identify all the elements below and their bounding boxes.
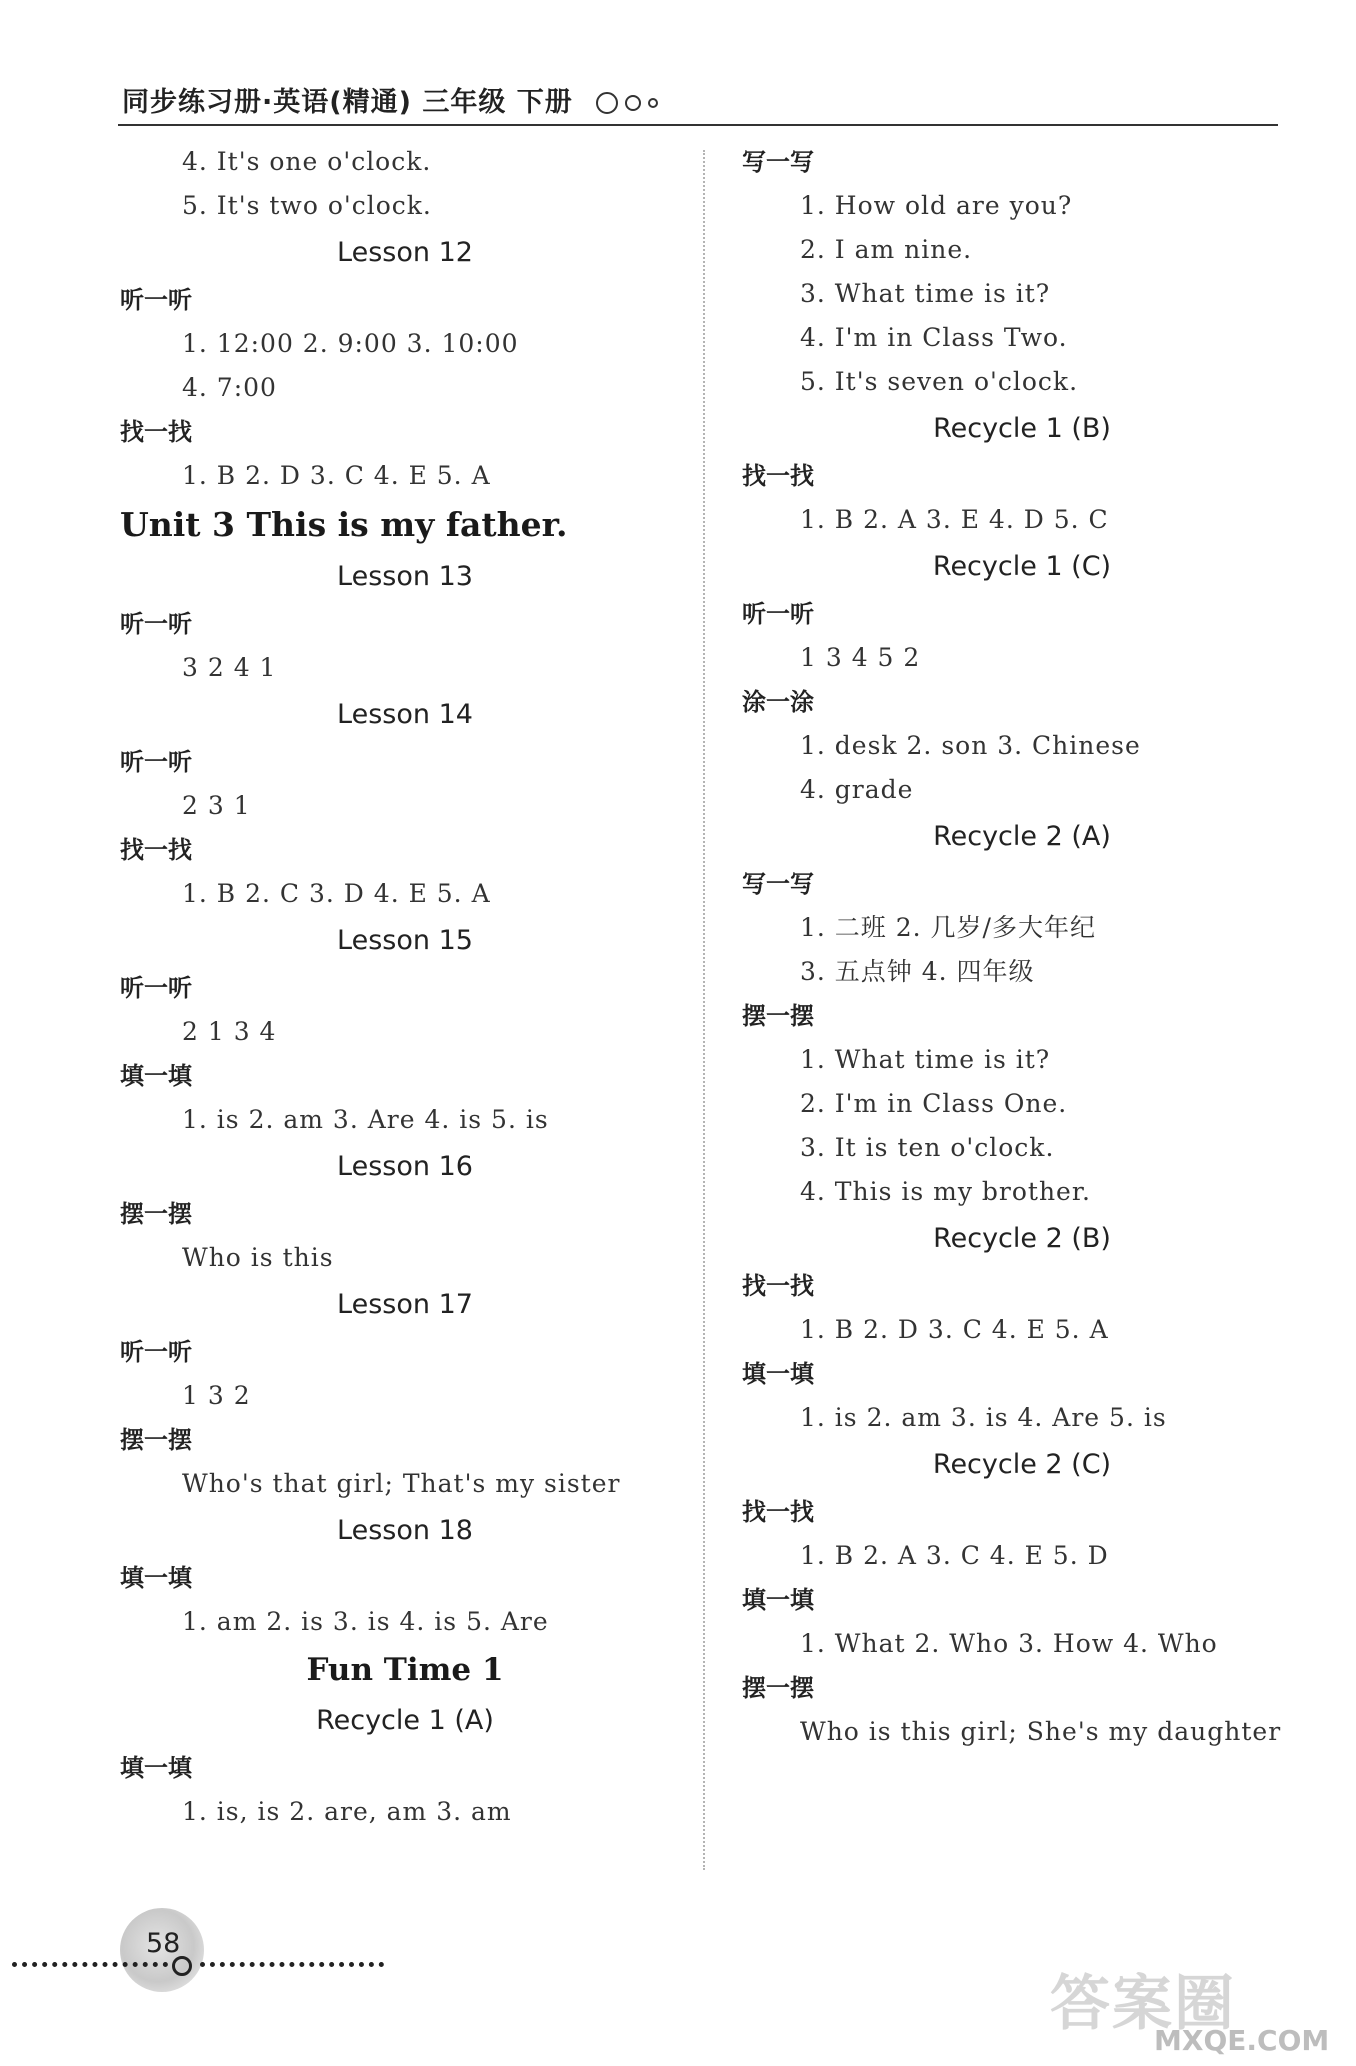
left-answer-line: 1. am 2. is 3. is 4. is 5. Are bbox=[182, 1607, 549, 1636]
right-answer-line: 1. B 2. D 3. C 4. E 5. A bbox=[800, 1315, 1109, 1344]
dot-icon-small bbox=[648, 98, 658, 108]
right-answer-line: 2. I am nine. bbox=[800, 235, 973, 264]
footer-ring-icon bbox=[172, 1956, 192, 1976]
left-label-line: 找一找 bbox=[120, 836, 192, 864]
right-answer-line: 3. 五点钟 4. 四年级 bbox=[800, 957, 1035, 986]
left-lesson-line: Lesson 17 bbox=[337, 1289, 473, 1320]
column-divider bbox=[703, 150, 705, 1870]
left-answer-line: 5. It's two o'clock. bbox=[182, 191, 432, 220]
right-answer-line: 1. How old are you? bbox=[800, 191, 1073, 220]
right-label-line: 写一写 bbox=[742, 148, 814, 176]
left-answer-line: 4. It's one o'clock. bbox=[182, 147, 432, 176]
left-answer-line: 1. is, is 2. are, am 3. am bbox=[182, 1797, 512, 1826]
right-answer-line: 1. B 2. A 3. E 4. D 5. C bbox=[800, 505, 1109, 534]
left-answer-line: 2 3 1 bbox=[182, 791, 251, 820]
left-label-line: 听一听 bbox=[120, 286, 192, 314]
watermark-logo bbox=[1050, 1956, 1350, 2064]
right-label-line: 听一听 bbox=[742, 600, 814, 628]
page-header bbox=[118, 78, 1278, 126]
right-lesson-line: Recycle 1 (C) bbox=[932, 551, 1112, 582]
left-answer-line: Who's that girl; That's my sister bbox=[182, 1469, 621, 1498]
left-answer-line: 3 2 4 1 bbox=[182, 653, 277, 682]
left-column bbox=[120, 140, 690, 1834]
left-lesson-line: Lesson 18 bbox=[337, 1515, 473, 1546]
right-answer-line: 1. B 2. A 3. C 4. E 5. D bbox=[800, 1541, 1109, 1570]
right-answer-line: 4. grade bbox=[800, 775, 914, 804]
right-label-line: 找一找 bbox=[742, 462, 814, 490]
left-lesson-line: Lesson 16 bbox=[337, 1151, 473, 1182]
left-label-line: 听一听 bbox=[120, 610, 192, 638]
left-label-line: 听一听 bbox=[120, 1338, 192, 1366]
watermark-url: MXQE.COM bbox=[1154, 2024, 1330, 2057]
header-dots-decoration bbox=[596, 92, 658, 114]
right-answer-line: 4. I'm in Class Two. bbox=[800, 323, 1068, 352]
left-label-line: 填一填 bbox=[120, 1754, 192, 1782]
right-answer-line: 3. What time is it? bbox=[800, 279, 1051, 308]
right-answer-line: 2. I'm in Class One. bbox=[800, 1089, 1068, 1118]
right-label-line: 涂一涂 bbox=[742, 688, 814, 716]
right-lesson-line: Recycle 2 (B) bbox=[933, 1223, 1111, 1254]
right-answer-line: 1. 二班 2. 几岁/多大年纪 bbox=[800, 913, 1096, 942]
left-label-line: 填一填 bbox=[120, 1062, 192, 1090]
right-label-line: 写一写 bbox=[742, 870, 814, 898]
left-answer-line: 1. 12:00 2. 9:00 3. 10:00 bbox=[182, 329, 519, 358]
left-unit-line: Unit 3 This is my father. bbox=[120, 505, 568, 544]
right-label-line: 找一找 bbox=[742, 1498, 814, 1526]
right-label-line: 填一填 bbox=[742, 1360, 814, 1388]
left-label-line: 听一听 bbox=[120, 748, 192, 776]
left-lesson-line: Lesson 12 bbox=[337, 237, 473, 268]
right-column bbox=[742, 140, 1302, 1754]
right-lesson-line: Recycle 1 (B) bbox=[933, 413, 1111, 444]
left-lesson-line: Lesson 14 bbox=[337, 699, 473, 730]
watermark-chars: 答案圈 bbox=[1050, 1969, 1236, 2039]
header-title: 同步练习册·英语(精通) 三年级 下册 bbox=[122, 87, 573, 118]
right-answer-line: 3. It is ten o'clock. bbox=[800, 1133, 1055, 1162]
left-lesson-line: Lesson 15 bbox=[337, 925, 473, 956]
left-lesson-line: Lesson 13 bbox=[337, 561, 473, 592]
right-label-line: 摆一摆 bbox=[742, 1674, 814, 1702]
right-answer-line: 1 3 4 5 2 bbox=[800, 643, 921, 672]
right-answer-line: 5. It's seven o'clock. bbox=[800, 367, 1079, 396]
right-answer-line: 1. desk 2. son 3. Chinese bbox=[800, 731, 1141, 760]
left-label-line: 填一填 bbox=[120, 1564, 192, 1592]
left-label-line: 摆一摆 bbox=[120, 1426, 192, 1454]
dot-icon-medium bbox=[625, 95, 641, 111]
right-answer-line: 1. is 2. am 3. is 4. Are 5. is bbox=[800, 1403, 1167, 1432]
left-label-line: 听一听 bbox=[120, 974, 192, 1002]
left-lesson-line: Recycle 1 (A) bbox=[316, 1705, 494, 1736]
left-funtime-line: Fun Time 1 bbox=[306, 1652, 504, 1688]
left-answer-line: 1. B 2. D 3. C 4. E 5. A bbox=[182, 461, 491, 490]
footer-dotted-line-left bbox=[12, 1962, 168, 1975]
right-answer-line: 1. What 2. Who 3. How 4. Who bbox=[800, 1629, 1218, 1658]
right-label-line: 填一填 bbox=[742, 1586, 814, 1614]
page-number: 58 bbox=[146, 1928, 181, 1959]
left-answer-line: Who is this bbox=[182, 1243, 334, 1272]
footer-dotted-line-right bbox=[200, 1962, 384, 1975]
left-label-line: 找一找 bbox=[120, 418, 192, 446]
left-answer-line: 1. B 2. C 3. D 4. E 5. A bbox=[182, 879, 491, 908]
left-answer-line: 1. is 2. am 3. Are 4. is 5. is bbox=[182, 1105, 549, 1134]
right-answer-line: Who is this girl; She's my daughter bbox=[800, 1717, 1282, 1746]
left-answer-line: 2 1 3 4 bbox=[182, 1017, 277, 1046]
right-answer-line: 1. What time is it? bbox=[800, 1045, 1051, 1074]
right-lesson-line: Recycle 2 (C) bbox=[932, 1449, 1112, 1480]
right-answer-line: 4. This is my brother. bbox=[800, 1177, 1091, 1206]
left-answer-line: 1 3 2 bbox=[182, 1381, 251, 1410]
left-label-line: 摆一摆 bbox=[120, 1200, 192, 1228]
right-label-line: 找一找 bbox=[742, 1272, 814, 1300]
left-answer-line: 4. 7:00 bbox=[182, 373, 277, 402]
dot-icon-large bbox=[596, 92, 618, 114]
right-label-line: 摆一摆 bbox=[742, 1002, 814, 1030]
right-lesson-line: Recycle 2 (A) bbox=[933, 821, 1111, 852]
